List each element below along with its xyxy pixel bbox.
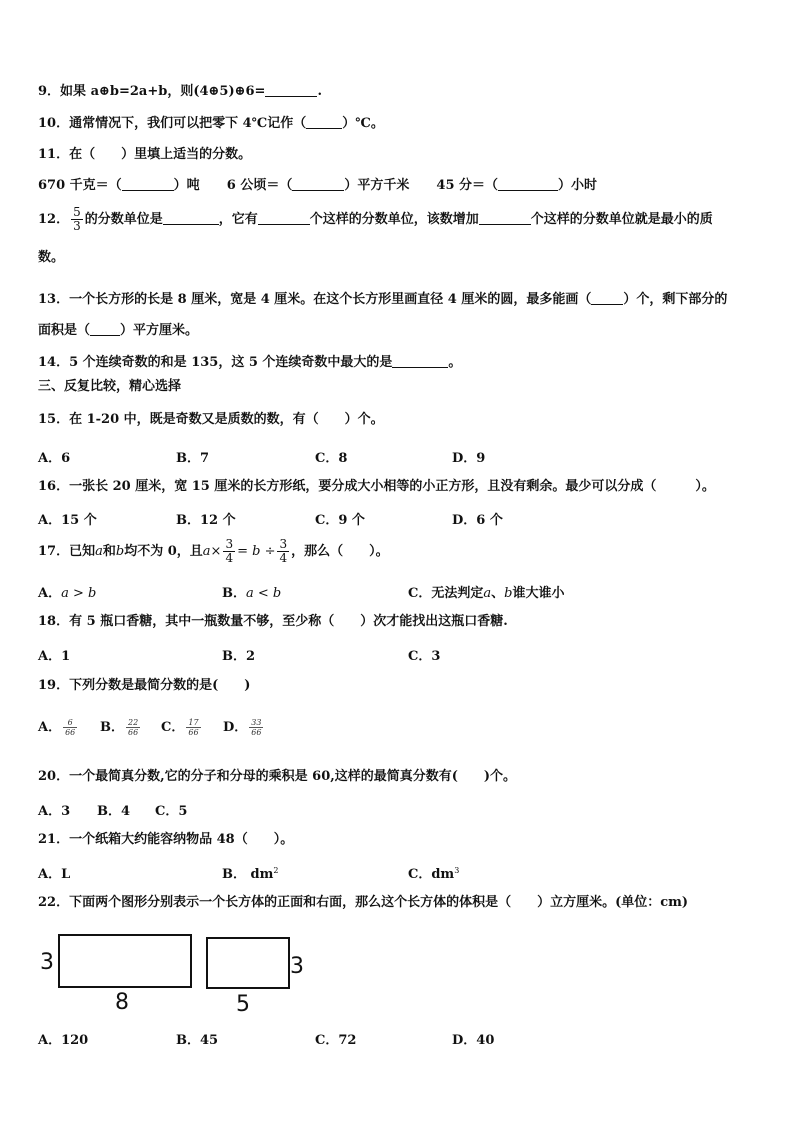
option-c[interactable]: C．$dm^3$ bbox=[408, 866, 460, 882]
question-18: 18．有 5 瓶口香糖，其中一瓶数量不够，至少称（ ）次才能找出这瓶口香糖. bbox=[38, 614, 508, 629]
option-b[interactable]: B．45 bbox=[176, 1033, 219, 1048]
fraction: $\frac{6}{66}$ bbox=[65, 718, 76, 737]
option-c[interactable]: C．5 bbox=[155, 804, 188, 819]
answer-blank[interactable] bbox=[479, 211, 531, 225]
question-13: 13．一个长方形的长是 8 厘米，宽是 4 厘米。在这个长方形里画直径 4 厘米的圆，最多能画（ ）个，剩下部分的 bbox=[38, 292, 728, 307]
answer-blank[interactable] bbox=[306, 115, 342, 129]
option-b[interactable]: B． $\frac{22}{66}$ bbox=[100, 718, 139, 737]
option-a[interactable]: A．L bbox=[38, 867, 71, 882]
fraction: $\frac{22}{66}$ bbox=[128, 718, 139, 737]
question-10: 10．通常情况下，我们可以把零下 4℃记作（ ）℃。 bbox=[38, 116, 384, 131]
option-d[interactable]: D．6 个 bbox=[452, 513, 503, 528]
answer-blank[interactable] bbox=[292, 177, 344, 191]
question-9: 9．如果 a⊕b=2a+b，则(4⊕5)⊕6= . bbox=[38, 84, 322, 99]
answer-blank[interactable] bbox=[90, 322, 120, 336]
answer-blank[interactable] bbox=[163, 211, 219, 225]
question-11-items: 670 千克＝（ ）吨 6 公顷＝（ ）平方千米 45 分＝（ ）小时 bbox=[38, 178, 598, 193]
answer-blank[interactable] bbox=[122, 177, 174, 191]
question-14: 14．5 个连续奇数的和是 135，这 5 个连续奇数中最大的是 。 bbox=[38, 355, 462, 370]
option-a[interactable]: A．a > b bbox=[38, 586, 97, 601]
option-c[interactable]: C．无法判定a、b谁大谁小 bbox=[408, 586, 565, 601]
fraction: $\frac{3}{4}$ bbox=[225, 537, 234, 565]
question-19: 19．下列分数是最简分数的是( ) bbox=[38, 678, 251, 693]
fraction: $\frac{17}{66}$ bbox=[188, 718, 199, 737]
option-a[interactable]: A．3 bbox=[38, 804, 71, 819]
option-c[interactable]: C．8 bbox=[315, 451, 348, 466]
option-c[interactable]: C．9 个 bbox=[315, 513, 365, 528]
front-view-rectangle bbox=[58, 934, 192, 988]
front-height-label: 3 bbox=[40, 950, 54, 975]
option-b[interactable]: B． $dm^2$ bbox=[222, 866, 279, 882]
option-d[interactable]: D．40 bbox=[452, 1033, 495, 1048]
answer-blank[interactable] bbox=[258, 211, 310, 225]
option-d[interactable]: D．9 bbox=[452, 451, 486, 466]
question-15: 15．在 1-20 中，既是奇数又是质数的数，有（ ）个。 bbox=[38, 412, 384, 427]
question-21: 21．一个纸箱大约能容纳物品 48（ ）。 bbox=[38, 832, 294, 847]
answer-blank[interactable] bbox=[265, 83, 317, 97]
front-width-label: 8 bbox=[115, 990, 129, 1015]
section-heading: 三、反复比较，精心选择 bbox=[38, 379, 182, 394]
option-b[interactable]: B．a < b bbox=[222, 586, 282, 601]
side-height-label: 3 bbox=[290, 954, 304, 979]
question-11: 11．在（ ）里填上适当的分数。 bbox=[38, 147, 252, 162]
question-17: 17．已知a和b均不为 0，且a× $\frac{3}{4}$ = b ÷ $\frac{3}{4}$ ，那么（ ）。 bbox=[38, 537, 389, 565]
question-22: 22．下面两个图形分别表示一个长方体的正面和右面，那么这个长方体的体积是（ ）立方厘米。(单位：cm) bbox=[38, 895, 689, 910]
option-c[interactable]: C．72 bbox=[315, 1033, 357, 1048]
option-a[interactable]: A．1 bbox=[38, 649, 71, 664]
question-12-cont: 数。 bbox=[38, 250, 65, 265]
question-16: 16．一张长 20 厘米，宽 15 厘米的长方形纸，要分成大小相等的小正方形，且没有剩余。最少可以分成（ ）。 bbox=[38, 479, 715, 494]
option-c[interactable]: C． $\frac{17}{66}$ bbox=[161, 718, 199, 737]
option-b[interactable]: B．2 bbox=[222, 649, 256, 664]
side-view-rectangle bbox=[206, 937, 290, 989]
option-a[interactable]: A． $\frac{6}{66}$ bbox=[38, 718, 76, 737]
question-13-cont: 面积是（ ）平方厘米。 bbox=[38, 323, 199, 338]
side-width-label: 5 bbox=[236, 992, 250, 1017]
question-20: 20．一个最简真分数,它的分子和分母的乘积是 60,这样的最简真分数有( )个。 bbox=[38, 769, 517, 784]
option-a[interactable]: A．6 bbox=[38, 451, 71, 466]
answer-blank[interactable] bbox=[392, 354, 448, 368]
answer-blank[interactable] bbox=[591, 291, 623, 305]
fraction: $\frac{33}{66}$ bbox=[251, 718, 262, 737]
fraction: $\frac{5}{3}$ bbox=[73, 205, 81, 233]
option-b[interactable]: B．7 bbox=[176, 451, 210, 466]
option-c[interactable]: C．3 bbox=[408, 649, 441, 664]
option-a[interactable]: A．15 个 bbox=[38, 513, 97, 528]
option-a[interactable]: A．120 bbox=[38, 1033, 89, 1048]
option-b[interactable]: B．4 bbox=[97, 804, 131, 819]
question-12: 12． $\frac{5}{3}$ 的分数单位是 ，它有 个这样的分数单位，该数增加 个这样的分数单位就是最小的质 bbox=[38, 205, 713, 233]
fraction: $\frac{3}{4}$ bbox=[279, 537, 288, 565]
option-d[interactable]: D． $\frac{33}{66}$ bbox=[223, 718, 262, 737]
option-b[interactable]: B．12 个 bbox=[176, 513, 236, 528]
answer-blank[interactable] bbox=[498, 177, 558, 191]
